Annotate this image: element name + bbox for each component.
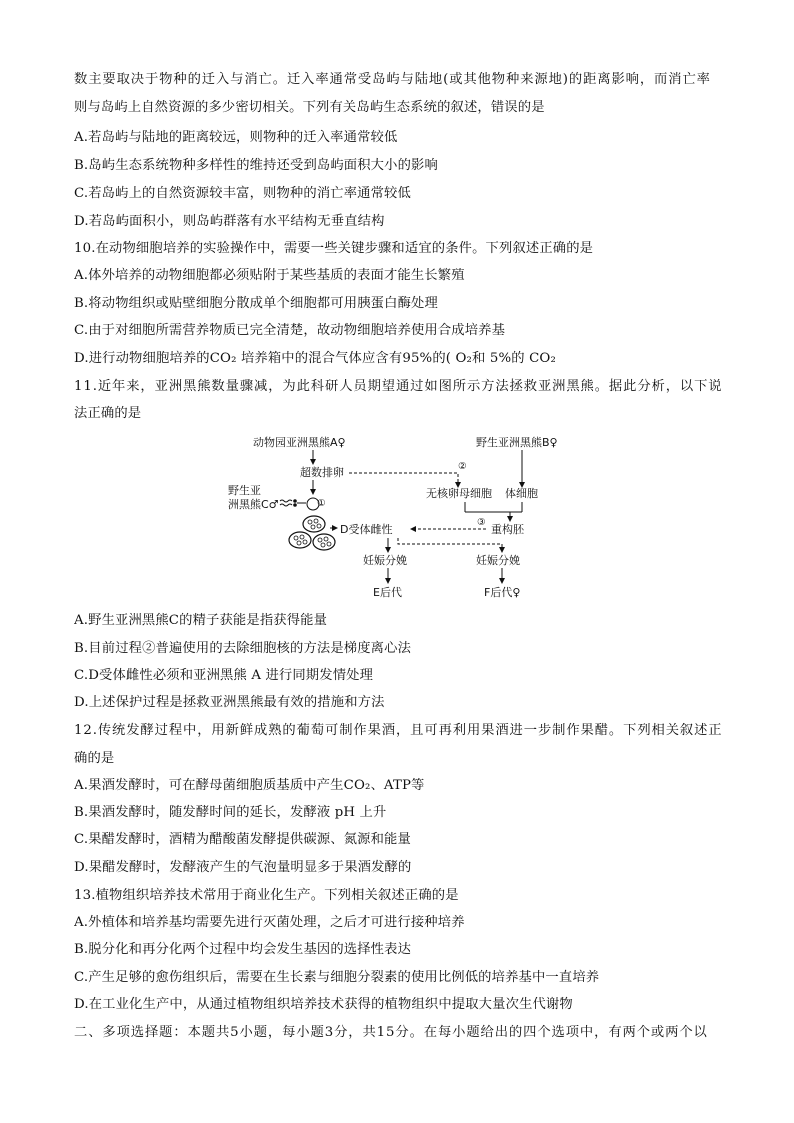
embryo-icon	[313, 534, 335, 550]
embryo-icon	[289, 532, 311, 548]
option-line: D.上述保护过程是拯救亚洲黑熊最有效的措施和方法	[74, 695, 385, 710]
option-line: C.D受体雌性必须和亚洲黑熊 A 进行同期发情处理	[74, 668, 374, 683]
section-heading: 二、多项选择题：本题共5小题，每小题3分，共15分。在每小题给出的四个选项中，有两个或两个以	[74, 1025, 708, 1040]
option-line: C.果醋发酵时，酒精为醋酸菌发酵提供碳源、氮源和能量	[74, 832, 411, 847]
option-line: A.体外培养的动物细胞都必须贴附于某些基质的表面才能生长繁殖	[74, 268, 465, 283]
question-line: 13.植物组织培养技术常用于商业化生产。下列相关叙述正确的是	[74, 888, 459, 903]
question-line: 11.近年来，亚洲黑熊数量骤减，为此科研人员期望通过如图所示方法拯救亚洲黑熊。据此分析，以下说	[74, 379, 723, 394]
superovulation-label: 超数排卵	[300, 466, 344, 479]
pregnancy-label: 妊娠分娩	[363, 554, 407, 567]
option-line: B.脱分化和再分化两个过程中均会发生基因的选择性表达	[74, 942, 412, 957]
embryo-icon	[303, 516, 325, 532]
option-line: D.进行动物细胞培养的CO₂ 培养箱中的混合气体应含有95%的( O₂和 5%的 CO₂	[74, 351, 556, 366]
step-2-marker: ②	[458, 461, 467, 472]
option-line: D.若岛屿面积小，则岛屿群落有水平结构无垂直结构	[74, 214, 385, 229]
dashed-arrow	[398, 538, 502, 552]
option-line: B.果酒发酵时，随发酵时间的延长，发酵液 pH 上升	[74, 805, 387, 820]
somatic-cell-label: 体细胞	[505, 487, 538, 500]
question-line: 10.在动物细胞培养的实验操作中，需要一些关键步骤和适宜的条件。下列叙述正确的是	[74, 241, 594, 256]
dashed-arrow	[349, 473, 458, 487]
zoo-bear-a-label: 动物园亚洲黑熊A♀	[253, 436, 346, 449]
text-line: 数主要取决于物种的迁入与消亡。迁入率通常受岛屿与陆地(或其他物种来源地)的距离影响，而消亡率	[74, 72, 711, 87]
enucleated-oocyte-label: 无核卵母细胞	[426, 487, 492, 500]
bear-rescue-diagram	[218, 428, 588, 608]
option-line: B.将动物组织或贴壁细胞分散成单个细胞都可用胰蛋白酶处理	[74, 296, 438, 311]
reconstructed-embryo-label: 重构胚	[491, 523, 524, 536]
question-line: 12.传统发酵过程中，用新鲜成熟的葡萄可制作果酒，且可再利用果酒进一步制作果醋。下列相关叙述正	[74, 723, 723, 738]
step-1-marker: ①	[317, 498, 326, 509]
question-line: 法正确的是	[74, 406, 142, 421]
option-line: C.产生足够的愈伤组织后，需要在生长素与细胞分裂素的使用比例低的培养基中一直培养	[74, 970, 600, 985]
option-line: A.外植体和培养基均需要先进行灭菌处理，之后才可进行接种培养	[74, 915, 465, 930]
offspring-e-label: E后代	[373, 586, 402, 599]
recipient-d-label: D受体雌性	[340, 523, 393, 536]
question-line: 确的是	[74, 751, 115, 766]
text-line: 则与岛屿上自然资源的多少密切相关。下列有关岛屿生态系统的叙述，错误的是	[74, 100, 545, 115]
offspring-f-label: F后代♀	[484, 586, 521, 599]
sperm-icon	[280, 499, 306, 507]
pregnancy-label: 妊娠分娩	[476, 554, 520, 567]
option-line: A.果酒发酵时，可在酵母菌细胞质基质中产生CO₂、ATP等	[74, 778, 425, 793]
wild-bear-c-label: 野生亚	[228, 484, 261, 497]
option-line: B.目前过程②普遍使用的去除细胞核的方法是梯度离心法	[74, 641, 412, 656]
option-line: D.果醋发酵时，发酵液产生的气泡量明显多于果酒发酵的	[74, 860, 412, 875]
option-line: D.在工业化生产中，从通过植物组织培养技术获得的植物组织中提取大量次生代谢物	[74, 997, 573, 1012]
option-line: A.若岛屿与陆地的距离较远，则物种的迁入率通常较低	[74, 130, 398, 145]
wild-bear-c-label: 洲黑熊C♂	[228, 498, 279, 511]
option-line: B.岛屿生态系统物种多样性的维持还受到岛屿面积大小的影响	[74, 158, 438, 173]
option-line: C.由于对细胞所需营养物质已完全清楚，故动物细胞培养使用合成培养基	[74, 323, 506, 338]
step-3-marker: ③	[477, 517, 486, 528]
option-line: C.若岛屿上的自然资源较丰富，则物种的消亡率通常较低	[74, 186, 411, 201]
wild-bear-b-label: 野生亚洲黑熊B♀	[476, 436, 558, 449]
option-line: A.野生亚洲黑熊C的精子获能是指获得能量	[74, 613, 328, 628]
